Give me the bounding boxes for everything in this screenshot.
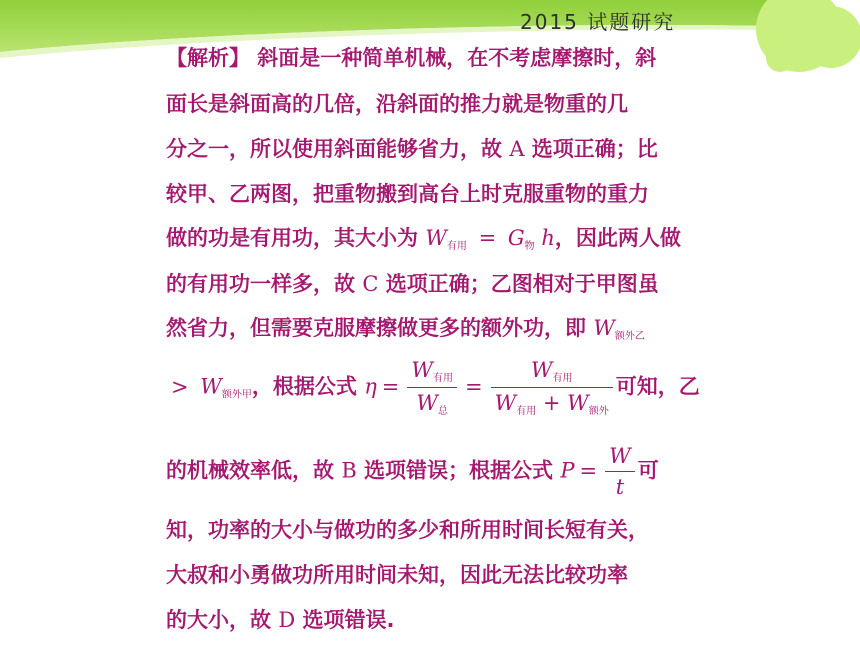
fraction-numerator: $W_{有用}$ (411, 358, 453, 384)
option-letter: A (509, 137, 525, 161)
fraction-numerator: W (609, 444, 631, 468)
text-segment: 的大小，故 (166, 608, 279, 632)
formula-variable: P (560, 458, 575, 483)
text-segment: 选项正确；比 (524, 137, 658, 161)
formula-line-efficiency (166, 358, 700, 417)
formula-operator: > (171, 374, 196, 399)
text-line (166, 178, 649, 208)
decor-circle-right (800, 6, 860, 68)
text-line (166, 559, 628, 589)
text-line (166, 42, 656, 72)
efficiency-fraction-2 (491, 358, 613, 417)
text-segment: 面长是斜面高的几倍，沿斜面的推力就是物重的几 (166, 92, 628, 116)
fraction-denominator: $W_总$ (416, 391, 448, 417)
option-letter: C (362, 272, 379, 296)
text-segment: 分之一，所以使用斜面能够省力，故 (166, 137, 510, 161)
formula-operator: = (579, 458, 598, 483)
text-segment: 可知，乙 (615, 374, 700, 399)
text-line (166, 514, 649, 544)
fraction-denominator: $W_{有用} + W_{额外}$ (494, 391, 609, 417)
text-segment: 然省力，但需要克服摩擦做更多的额外功，即 (166, 316, 594, 340)
formula-variable: η (364, 374, 377, 399)
formula-subscript: 物 (524, 241, 535, 252)
formula-variable: W (200, 374, 222, 399)
formula-operator: = (464, 374, 483, 399)
text-segment: 大叔和小勇做功所用时间未知，因此无法比较功率 (166, 563, 628, 587)
text-segment: 选项正确；乙图相对于甲图虽 (378, 272, 659, 296)
text-segment: 的机械效率低，故 (166, 458, 342, 483)
text-line (166, 88, 628, 118)
text-line (166, 604, 394, 634)
text-segment: 选项错误；根据公式 (356, 458, 561, 483)
text-segment: 可 (637, 458, 659, 483)
text-line (166, 222, 681, 252)
text-segment: ，根据公式 (251, 374, 365, 399)
efficiency-fraction-1 (407, 358, 457, 417)
formula-line-power (166, 444, 659, 499)
formula-variable: G (507, 226, 525, 250)
text-segment: 的有用功一样多，故 (166, 272, 363, 296)
formula-subscript: 额外甲 (221, 389, 252, 401)
power-fraction (605, 444, 635, 499)
fraction-numerator: $W_{有用}$ (530, 358, 573, 384)
fraction-bar (491, 387, 613, 388)
decor-circle-small (766, 44, 794, 72)
option-letter: B (341, 458, 357, 483)
formula-operator: = (381, 374, 400, 399)
formula-variable: h (534, 226, 555, 250)
formula-variable: W (425, 226, 447, 250)
formula-subscript: 有用 (446, 241, 467, 252)
fraction-bar (407, 387, 457, 388)
header-title: 2015 试题研究 (520, 10, 676, 34)
text-segment: 【解析】 斜面是一种简单机械，在不考虑摩擦时，斜 (166, 46, 657, 70)
text-line (166, 268, 659, 298)
formula-variable: W (593, 316, 615, 340)
formula-subscript: 额外乙 (614, 331, 645, 342)
fraction-bar (605, 471, 635, 472)
text-segment: 选项错误. (295, 608, 395, 632)
text-segment: 做的功是有用功，其大小为 (166, 226, 426, 250)
text-segment: 较甲、乙两图，把重物搬到高台上时克服重物的重力 (166, 182, 649, 206)
fraction-denominator: t (615, 475, 625, 499)
text-line (166, 133, 658, 163)
text-line (166, 312, 645, 342)
formula-operator: = (471, 226, 503, 250)
text-segment: ，因此两人做 (554, 226, 681, 250)
option-letter: D (278, 608, 296, 632)
text-segment: 知，功率的大小与做功的多少和所用时间长短有关， (166, 518, 649, 542)
